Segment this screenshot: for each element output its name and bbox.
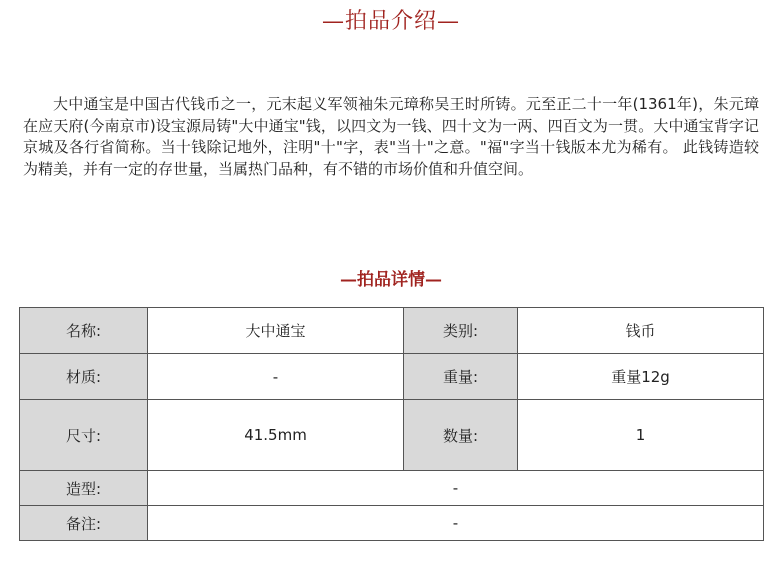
detail-title: —拍品详情— (340, 270, 442, 290)
quantity-label: 数量: (404, 400, 518, 471)
weight-value: 重量12g (518, 354, 764, 400)
note-value: - (148, 506, 764, 541)
size-value: 41.5mm (148, 400, 404, 471)
table-row (20, 308, 764, 354)
intro-description: 大中通宝是中国古代钱币之一，元末起义军领袖朱元璋称吴王时所铸。元至正二十一年(1361年)，朱元璋在应天府(今南京市)设宝源局铸"大中通宝"钱，以四文为一钱、四十文为一两、四百文为一贯。大中通宝背字记京城及各行省简称。当十钱除记地外，注明"十"字，表"当十"之意。"福"字当十钱版本尤为稀有。 此钱铸造较为精美，并有一定的存世量，当属热门品种，有不错的市场价值和升值空间。 (23, 95, 759, 178)
shape-label: 造型: (20, 471, 148, 506)
detail-table (19, 307, 764, 541)
quantity-value: 1 (518, 400, 764, 471)
category-label: 类别: (404, 308, 518, 354)
material-value: - (148, 354, 404, 400)
shape-value: - (148, 471, 764, 506)
name-value: 大中通宝 (148, 308, 404, 354)
intro-title: —拍品介绍— (321, 9, 460, 34)
category-value: 钱币 (518, 308, 764, 354)
table-row (20, 471, 764, 506)
material-label: 材质: (20, 354, 148, 400)
table-row (20, 400, 764, 471)
size-label: 尺寸: (20, 400, 148, 471)
table-row (20, 506, 764, 541)
weight-label: 重量: (404, 354, 518, 400)
table-row (20, 354, 764, 400)
note-label: 备注: (20, 506, 148, 541)
name-label: 名称: (20, 308, 148, 354)
